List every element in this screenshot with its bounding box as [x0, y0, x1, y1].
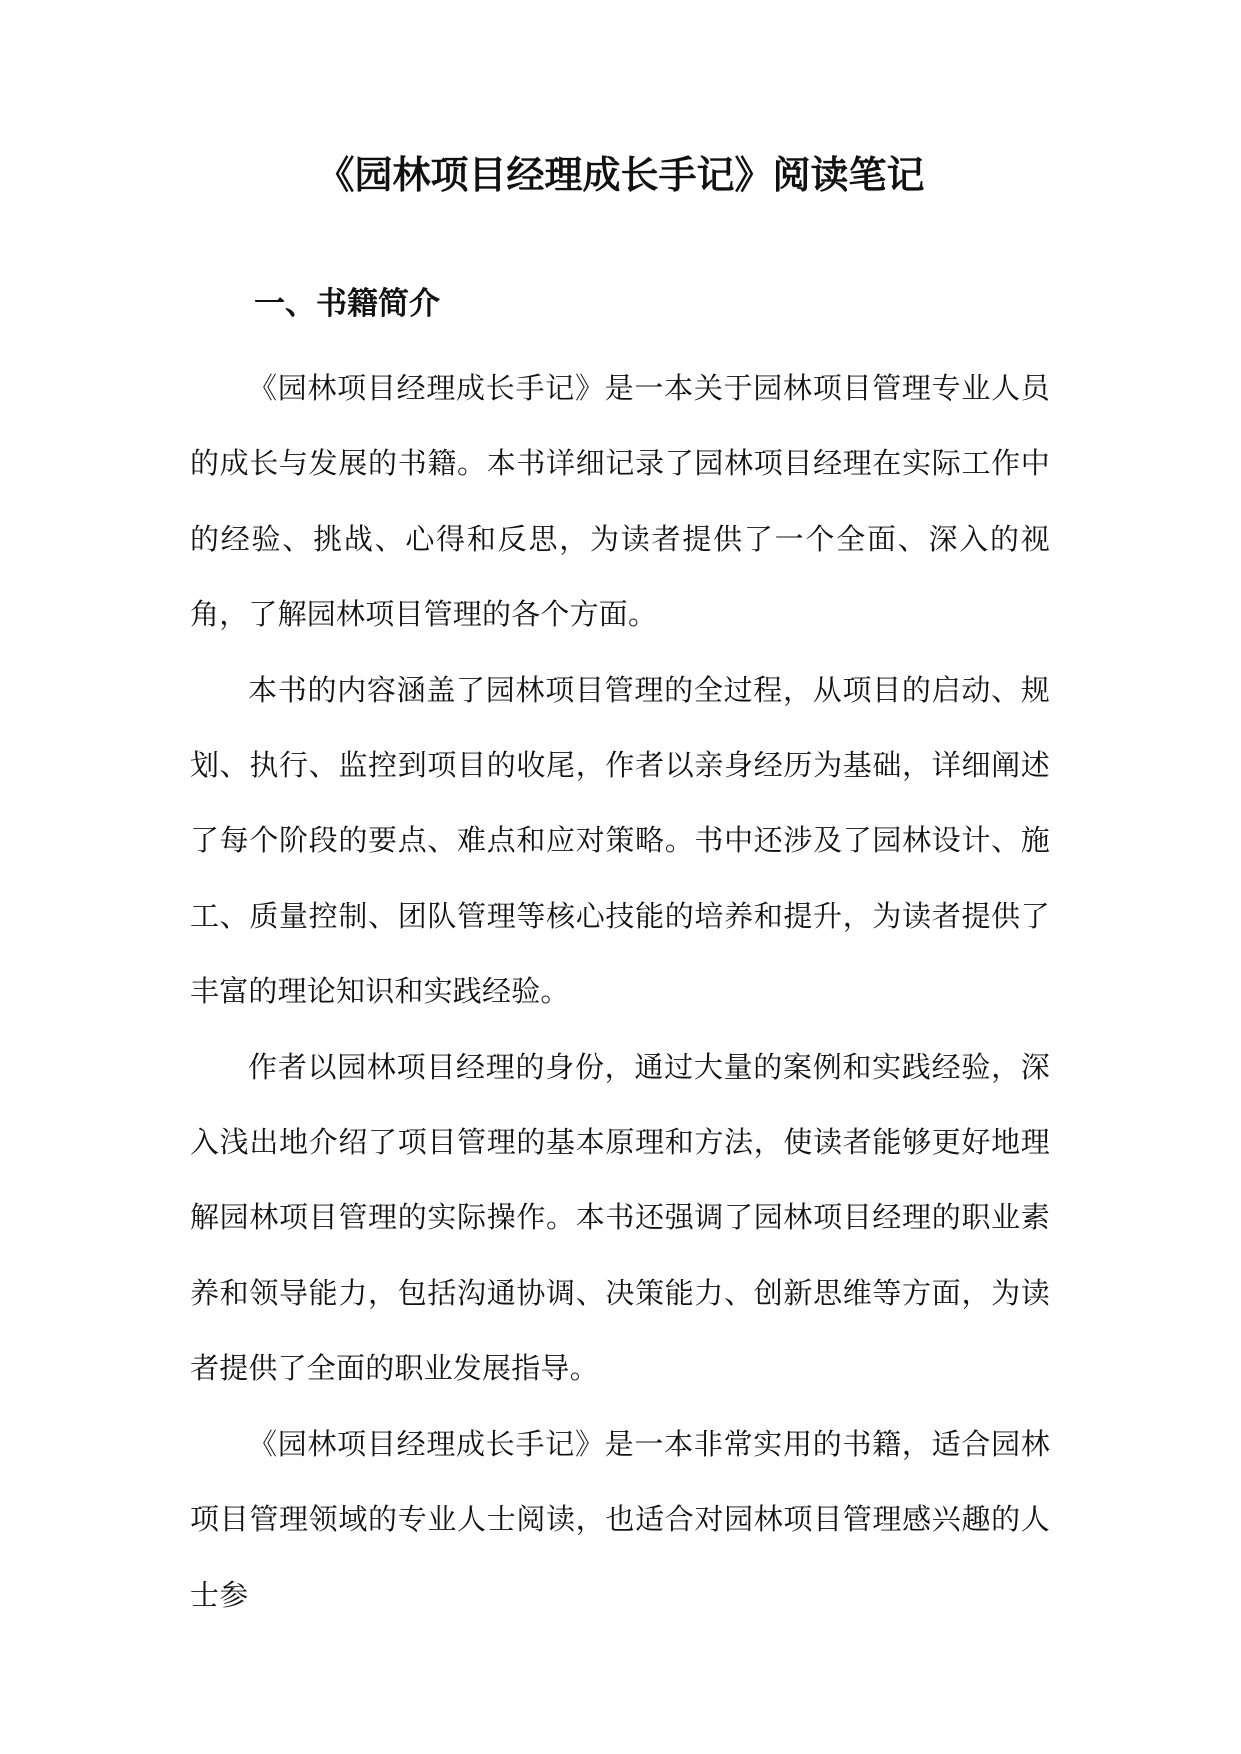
- section-body: [190, 351, 1050, 1633]
- document-title: 《园林项目经理成长手记》阅读笔记: [316, 153, 925, 197]
- paragraph-audience: 《园林项目经理成长手记》是一本非常实用的书籍，适合园林项目管理领域的专业人士阅读，也适合对园林项目管理感兴趣的人士参: [190, 1426, 1050, 1612]
- section-heading: 一、书籍简介: [254, 286, 440, 322]
- paragraph-author-approach: 作者以园林项目经理的身份，通过大量的案例和实践经验，深入浅出地介绍了项目管理的基本原理和方法，使读者能够更好地理解园林项目管理的实际操作。本书还强调了园林项目经理的职业素养和领导能力，包括沟通协调、决策能力、创新思维等方面，为读者提供了全面的职业发展指导。: [190, 1049, 1050, 1386]
- paragraph-intro: 《园林项目经理成长手记》是一本关于园林项目管理专业人员的成长与发展的书籍。本书详细记录了园林项目经理在实际工作中的经验、挑战、心得和反思，为读者提供了一个全面、深入的视角，了解园林项目管理的各个方面。: [190, 371, 1050, 632]
- paragraph-content-scope: 本书的内容涵盖了园林项目管理的全过程，从项目的启动、规划、执行、监控到项目的收尾，作者以亲身经历为基础，详细阐述了每个阶段的要点、难点和应对策略。书中还涉及了园林设计、施工、质量控制、团队管理等核心技能的培养和提升，为读者提供了丰富的理论知识和实践经验。: [190, 672, 1050, 1009]
